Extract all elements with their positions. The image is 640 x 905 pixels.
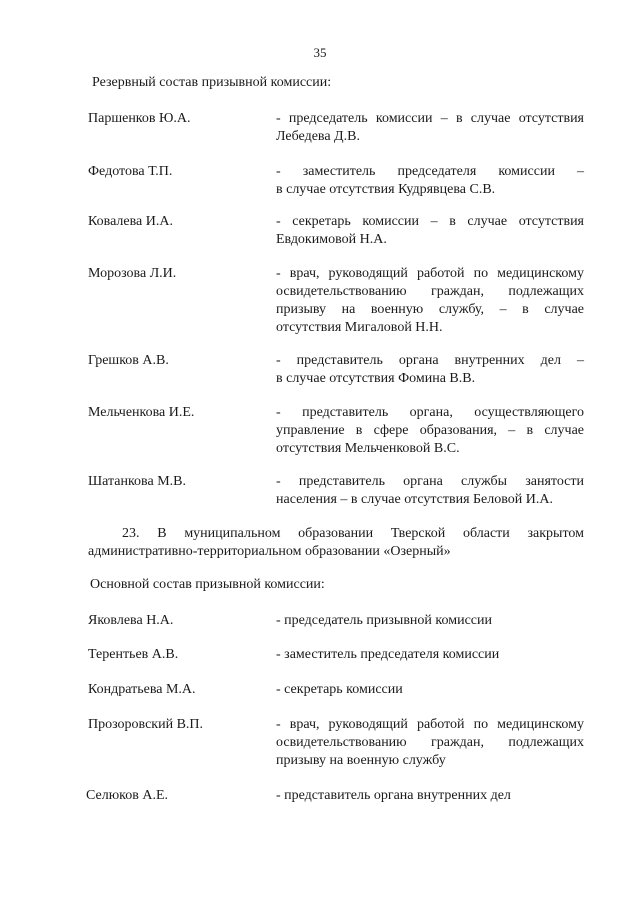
member-name: Морозова Л.И.: [88, 266, 177, 281]
role-line: - врач, руководящий работой по медицинскому: [276, 266, 584, 281]
role-line: населения – в случае отсутствия Беловой И.А.: [276, 492, 553, 507]
member-role: [276, 473, 584, 509]
role-line: - секретарь комиссии – в случае отсутствия: [276, 214, 584, 229]
member-role: [276, 681, 584, 699]
role-line: отсутствия Мельченковой В.С.: [276, 441, 460, 456]
member-role: [276, 404, 584, 458]
member-name: Яковлева Н.А.: [88, 613, 174, 628]
member-name: Шатанкова М.В.: [88, 474, 186, 489]
role-line: - секретарь комиссии: [276, 682, 403, 697]
role-line: - представитель органа, осуществляющего: [276, 405, 584, 420]
page-number: 35: [313, 45, 327, 60]
member-name: Кондратьева М.А.: [88, 682, 196, 697]
role-line: освидетельствованию граждан, подлежащих: [276, 284, 584, 299]
member-role: [276, 110, 584, 146]
role-line: - заместитель председателя комиссии –: [276, 164, 584, 179]
member-name: Грешков А.В.: [88, 353, 169, 368]
member-name: Паршенков Ю.А.: [88, 111, 191, 126]
member-role: [276, 716, 584, 770]
member-name: Мельченкова И.Е.: [88, 405, 195, 420]
role-line: отсутствия Мигаловой Н.Н.: [276, 320, 443, 335]
section-23-paragraph: [88, 525, 584, 561]
role-line: призыву на военную службу, – в случае: [276, 302, 584, 317]
role-line: в случае отсутствия Фомина В.В.: [276, 371, 476, 386]
member-name: Селюков А.Е.: [86, 788, 169, 803]
member-name: Ковалева И.А.: [88, 214, 173, 229]
member-name: Федотова Т.П.: [88, 164, 173, 179]
role-line: - представитель органа внутренних дел: [276, 788, 511, 803]
role-line: Лебедева Д.В.: [276, 129, 360, 144]
role-line: - заместитель председателя комиссии: [276, 647, 500, 662]
paragraph-line: 23. В муниципальном образовании Тверской области закрытом: [122, 526, 584, 541]
member-name: Прозоровский В.П.: [88, 717, 204, 732]
member-role: [276, 612, 584, 630]
role-line: управление в сфере образования, – в случае: [276, 423, 584, 438]
member-role: [276, 265, 584, 337]
member-role: [276, 352, 584, 388]
role-line: - представитель органа службы занятости: [276, 474, 584, 489]
role-line: - представитель органа внутренних дел –: [276, 353, 584, 368]
role-line: в случае отсутствия Кудрявцева С.В.: [276, 182, 496, 197]
main-heading: Основной состав призывной комиссии:: [90, 577, 325, 592]
member-role: [276, 646, 584, 664]
role-line: освидетельствованию граждан, подлежащих: [276, 735, 584, 750]
role-line: призыву на военную службу: [276, 753, 446, 768]
role-line: - председатель комиссии – в случае отсутствия: [276, 111, 584, 126]
role-line: - председатель призывной комиссии: [276, 613, 493, 628]
reserve-heading: Резервный состав призывной комиссии:: [92, 75, 332, 90]
role-line: Евдокимовой Н.А.: [276, 232, 387, 247]
member-name: Терентьев А.В.: [88, 647, 179, 662]
member-role: [276, 163, 584, 199]
role-line: - врач, руководящий работой по медицинскому: [276, 717, 584, 732]
member-role: [276, 787, 584, 805]
member-role: [276, 213, 584, 249]
paragraph-line: административно-территориальном образовании «Озерный»: [88, 544, 451, 559]
